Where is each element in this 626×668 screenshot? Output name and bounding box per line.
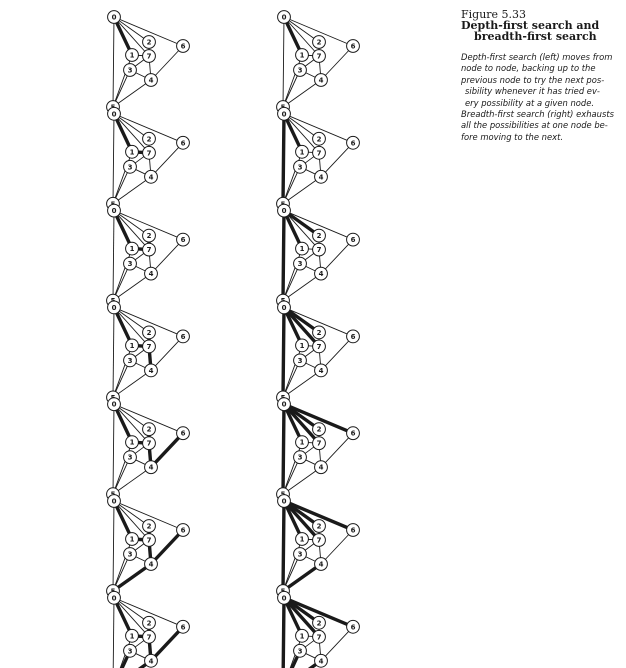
node-label: 7: [146, 52, 152, 61]
node-4: [315, 558, 328, 571]
graph-edge-1-5: [283, 152, 302, 204]
node-label: 0: [281, 110, 287, 119]
node-label: 6: [350, 623, 356, 632]
graph-edge-4-6: [321, 530, 353, 564]
node-label: 6: [180, 526, 186, 535]
node-label: 2: [146, 38, 152, 47]
search-edge-0-5: [283, 404, 284, 494]
node-6: [177, 427, 190, 440]
node-1: [296, 629, 309, 642]
graph-edge-1-5: [113, 249, 132, 301]
node-0: [108, 301, 121, 314]
graph-edge-5-4: [283, 370, 321, 397]
description-line: sibility whenever it has tried ev-: [465, 86, 600, 97]
node-label: 3: [127, 356, 133, 365]
graph-edge-1-5: [283, 55, 302, 107]
node-label: 1: [299, 51, 305, 60]
graph-edge-0-5: [113, 17, 114, 107]
node-0: [108, 11, 121, 24]
node-label: 7: [146, 246, 152, 255]
node-6: [347, 136, 360, 149]
node-label: 3: [127, 260, 133, 269]
node-label: 0: [111, 400, 117, 409]
description-line: Breadth-first search (right) exhausts: [461, 109, 614, 120]
graph-edge-1-5: [113, 442, 132, 494]
figure-title-line-1: Depth-first search and: [461, 19, 600, 32]
search-edge-0-5: [283, 501, 284, 591]
node-1: [126, 145, 139, 158]
node-label: 1: [299, 245, 305, 254]
node-label: 2: [316, 425, 322, 434]
node-6: [177, 136, 190, 149]
graph-edge-5-4: [113, 80, 151, 107]
graph-edge-4-6: [151, 336, 183, 370]
node-label: 1: [299, 148, 305, 157]
depth-first-panel-step-5: [107, 398, 190, 501]
node-label: 1: [299, 632, 305, 641]
node-7: [313, 630, 326, 643]
graph-edge-4-6: [321, 336, 353, 370]
node-4: [315, 74, 328, 87]
node-label: 0: [111, 110, 117, 119]
node-label: 1: [129, 148, 135, 157]
node-label: 4: [318, 366, 324, 375]
node-2: [313, 229, 326, 242]
node-label: 6: [180, 236, 186, 245]
graph-edge-5-4: [113, 177, 151, 204]
node-0: [108, 495, 121, 508]
node-label: 0: [281, 594, 287, 603]
node-2: [143, 326, 156, 339]
node-4: [145, 558, 158, 571]
graph-edge-0-5: [113, 598, 114, 668]
breadth-first-panel-step-4: [277, 301, 360, 404]
node-label: 1: [129, 51, 135, 60]
node-label: 0: [281, 207, 287, 216]
node-label: 6: [350, 429, 356, 438]
breadth-first-panel-step-1: [277, 11, 360, 114]
node-2: [313, 520, 326, 533]
node-label: 6: [350, 42, 356, 51]
node-label: 4: [148, 560, 154, 569]
node-7: [143, 243, 156, 256]
node-label: 1: [299, 438, 305, 447]
node-0: [108, 398, 121, 411]
node-6: [177, 330, 190, 343]
node-0: [278, 398, 291, 411]
node-label: 2: [316, 38, 322, 47]
node-label: 3: [127, 647, 133, 656]
node-1: [296, 49, 309, 62]
node-label: 4: [148, 270, 154, 279]
node-label: 6: [350, 139, 356, 148]
depth-first-panel-step-3: [107, 204, 190, 307]
breadth-first-panel-step-3: [277, 204, 360, 307]
node-label: 4: [318, 560, 324, 569]
node-label: 7: [316, 536, 322, 545]
node-2: [143, 132, 156, 145]
graph-edge-5-4: [283, 80, 321, 107]
node-0: [108, 204, 121, 217]
node-2: [143, 36, 156, 49]
node-label: 4: [318, 463, 324, 472]
description-line: previous node to try the next pos-: [461, 74, 605, 85]
depth-first-panel-step-6: [107, 495, 190, 598]
figure-number: Figure 5.33: [461, 9, 527, 21]
node-label: 0: [281, 497, 287, 506]
node-6: [347, 427, 360, 440]
node-label: 2: [316, 232, 322, 241]
node-1: [126, 339, 139, 352]
node-label: 6: [350, 526, 356, 535]
graph-edge-5-4: [283, 274, 321, 301]
node-7: [313, 340, 326, 353]
node-0: [278, 11, 291, 24]
node-label: 0: [111, 13, 117, 22]
description-line: fore moving to the next.: [461, 131, 564, 142]
node-1: [296, 436, 309, 449]
node-0: [278, 301, 291, 314]
graph-edge-4-6: [151, 143, 183, 177]
node-label: 3: [297, 550, 303, 559]
graph-edge-5-4: [113, 467, 151, 494]
node-3: [294, 644, 307, 657]
figure-description: [461, 52, 626, 143]
node-4: [145, 654, 158, 667]
search-edge-4-6: [151, 627, 183, 661]
node-0: [278, 495, 291, 508]
node-label: 7: [146, 342, 152, 351]
search-edge-4-6: [151, 433, 183, 467]
node-label: 6: [180, 42, 186, 51]
node-label: 1: [129, 245, 135, 254]
node-3: [294, 257, 307, 270]
search-edge-0-5: [283, 598, 284, 668]
node-label: 2: [316, 619, 322, 628]
node-4: [315, 364, 328, 377]
search-edge-4-6: [151, 530, 183, 564]
node-label: 4: [318, 657, 324, 666]
node-label: 2: [316, 135, 322, 144]
graph-edge-5-4: [113, 274, 151, 301]
node-label: 3: [297, 163, 303, 172]
node-label: 7: [146, 149, 152, 158]
node-label: 3: [127, 550, 133, 559]
node-1: [296, 339, 309, 352]
node-label: 7: [146, 633, 152, 642]
node-label: 0: [281, 400, 287, 409]
graph-edge-4-6: [321, 46, 353, 80]
depth-first-panel-step-2: [107, 107, 190, 210]
node-4: [145, 74, 158, 87]
node-label: 2: [146, 619, 152, 628]
node-label: 3: [297, 356, 303, 365]
node-label: 3: [297, 647, 303, 656]
description-line: ery possibility at a given node.: [465, 97, 595, 108]
search-edge-0-5: [283, 114, 284, 204]
node-6: [177, 40, 190, 53]
description-term: Depth-first search: [461, 52, 537, 62]
node-label: 7: [316, 633, 322, 642]
node-3: [294, 160, 307, 173]
node-3: [124, 548, 137, 561]
node-label: 3: [127, 66, 133, 75]
node-3: [124, 451, 137, 464]
node-0: [278, 107, 291, 120]
depth-first-panel-step-7: [107, 591, 190, 668]
node-6: [177, 524, 190, 537]
node-label: 3: [297, 66, 303, 75]
node-label: 2: [146, 232, 152, 241]
node-7: [313, 50, 326, 63]
depth-first-panel-step-1: [107, 11, 190, 114]
node-4: [315, 170, 328, 183]
node-label: 3: [127, 453, 133, 462]
graph-edge-1-5: [113, 55, 132, 107]
node-label: 4: [318, 270, 324, 279]
node-label: 0: [281, 13, 287, 22]
node-label: 0: [111, 207, 117, 216]
node-label: 2: [146, 135, 152, 144]
graph-edge-5-4: [113, 370, 151, 397]
node-label: 4: [318, 76, 324, 85]
node-2: [313, 36, 326, 49]
graph-edge-4-6: [151, 240, 183, 274]
graph-edge-1-5: [113, 345, 132, 397]
node-4: [145, 170, 158, 183]
graph-edge-4-6: [321, 627, 353, 661]
node-7: [313, 534, 326, 547]
node-7: [143, 437, 156, 450]
graph-edge-0-5: [113, 114, 114, 204]
node-label: 4: [148, 173, 154, 182]
graph-edge-5-4: [283, 177, 321, 204]
node-1: [296, 145, 309, 158]
node-label: 3: [127, 163, 133, 172]
description-line: Depth-first search (left) moves from: [461, 52, 613, 62]
node-4: [145, 267, 158, 280]
node-7: [313, 146, 326, 159]
node-4: [315, 461, 328, 474]
node-label: 6: [180, 623, 186, 632]
node-1: [296, 242, 309, 255]
node-2: [313, 616, 326, 629]
node-3: [124, 257, 137, 270]
node-6: [177, 233, 190, 246]
node-7: [143, 50, 156, 63]
node-2: [143, 229, 156, 242]
search-edge-5-4: [283, 564, 321, 591]
node-2: [143, 520, 156, 533]
node-7: [313, 437, 326, 450]
node-1: [126, 533, 139, 546]
node-label: 1: [129, 341, 135, 350]
node-2: [313, 132, 326, 145]
node-6: [347, 40, 360, 53]
node-3: [124, 644, 137, 657]
figure-caption: [461, 9, 626, 143]
node-label: 1: [299, 535, 305, 544]
depth-first-panel-step-4: [107, 301, 190, 404]
node-label: 4: [318, 173, 324, 182]
graph-edge-0-5: [113, 211, 114, 301]
node-label: 0: [281, 303, 287, 312]
search-edge-0-5: [283, 307, 284, 397]
graph-edge-1-5: [113, 152, 132, 204]
node-4: [145, 461, 158, 474]
node-label: 7: [316, 246, 322, 255]
node-7: [143, 630, 156, 643]
node-3: [294, 451, 307, 464]
node-label: 0: [111, 303, 117, 312]
breadth-first-panel-step-7: [277, 591, 360, 668]
node-label: 7: [316, 52, 322, 61]
node-label: 2: [146, 425, 152, 434]
node-7: [143, 534, 156, 547]
node-7: [143, 340, 156, 353]
search-edge-5-4: [113, 564, 151, 591]
graph-edge-4-6: [151, 46, 183, 80]
node-1: [126, 49, 139, 62]
node-label: 4: [148, 463, 154, 472]
search-edge-0-5: [283, 211, 284, 301]
node-3: [294, 64, 307, 77]
graph-edge-1-5: [283, 249, 302, 301]
node-label: 7: [146, 536, 152, 545]
node-6: [347, 330, 360, 343]
figure-title-line-2: breadth-first search: [474, 30, 597, 43]
node-label: 0: [111, 594, 117, 603]
node-2: [143, 423, 156, 436]
node-label: 3: [297, 453, 303, 462]
node-label: 7: [316, 439, 322, 448]
node-label: 7: [316, 149, 322, 158]
node-0: [108, 107, 121, 120]
node-6: [347, 524, 360, 537]
node-label: 2: [146, 328, 152, 337]
node-1: [126, 436, 139, 449]
node-1: [126, 242, 139, 255]
graph-edge-5-4: [283, 467, 321, 494]
graph-edge-0-5: [113, 501, 114, 591]
breadth-first-panel-step-5: [277, 398, 360, 501]
node-0: [108, 591, 121, 604]
graph-edge-1-5: [283, 345, 302, 397]
node-label: 1: [129, 632, 135, 641]
node-label: 6: [350, 236, 356, 245]
node-label: 2: [316, 522, 322, 531]
node-label: 6: [180, 332, 186, 341]
node-label: 7: [146, 439, 152, 448]
node-label: 2: [316, 328, 322, 337]
node-2: [313, 423, 326, 436]
node-4: [315, 267, 328, 280]
node-4: [315, 654, 328, 667]
node-2: [313, 326, 326, 339]
node-4: [145, 364, 158, 377]
node-label: 6: [180, 139, 186, 148]
graph-edge-4-6: [321, 433, 353, 467]
node-6: [347, 233, 360, 246]
node-3: [294, 354, 307, 367]
node-3: [124, 64, 137, 77]
description-term: Breadth-first search: [461, 109, 545, 120]
node-3: [124, 354, 137, 367]
graph-edge-0-5: [113, 404, 114, 494]
node-label: 0: [111, 497, 117, 506]
node-label: 1: [129, 438, 135, 447]
breadth-first-panel-step-2: [277, 107, 360, 210]
node-label: 3: [297, 260, 303, 269]
node-label: 1: [299, 341, 305, 350]
node-1: [296, 533, 309, 546]
graph-edge-0-5: [113, 307, 114, 397]
node-label: 4: [148, 657, 154, 666]
graph-edge-1-5: [283, 442, 302, 494]
node-2: [143, 616, 156, 629]
node-0: [278, 591, 291, 604]
description-line: node to node, backing up to the: [461, 63, 596, 74]
node-6: [347, 620, 360, 633]
graph-edge-4-6: [321, 240, 353, 274]
node-7: [313, 243, 326, 256]
node-label: 4: [148, 76, 154, 85]
node-label: 6: [180, 429, 186, 438]
node-7: [143, 146, 156, 159]
node-3: [294, 548, 307, 561]
description-line: all the possibilities at one node be-: [461, 120, 608, 131]
node-label: 1: [129, 535, 135, 544]
node-6: [177, 620, 190, 633]
node-1: [126, 629, 139, 642]
node-label: 4: [148, 366, 154, 375]
node-label: 2: [146, 522, 152, 531]
node-0: [278, 204, 291, 217]
node-label: 6: [350, 332, 356, 341]
graph-edge-0-5: [283, 17, 284, 107]
node-label: 7: [316, 342, 322, 351]
node-3: [124, 160, 137, 173]
graph-edge-4-6: [321, 143, 353, 177]
breadth-first-panel-step-6: [277, 495, 360, 598]
